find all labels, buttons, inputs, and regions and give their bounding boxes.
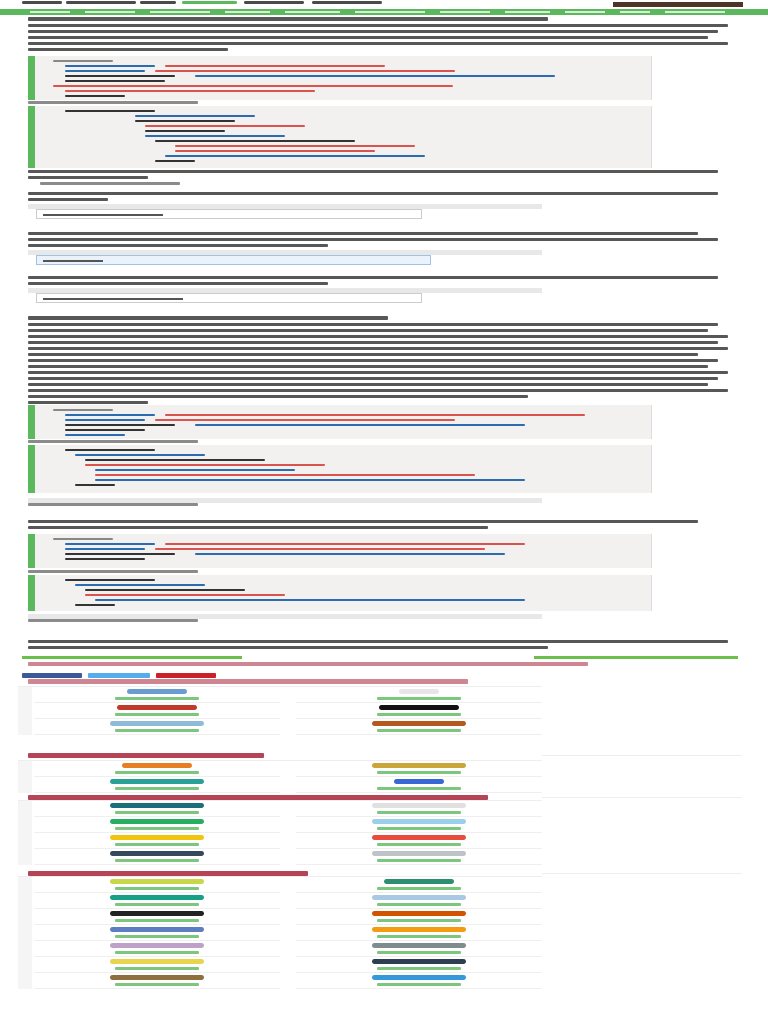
paragraph-line <box>28 316 388 320</box>
code-block <box>28 445 652 493</box>
paragraph-line <box>28 335 728 338</box>
related-card[interactable] <box>34 687 280 703</box>
paragraph-line <box>28 520 698 523</box>
related-card[interactable] <box>34 719 280 735</box>
related-card[interactable] <box>296 833 542 849</box>
article-title <box>28 17 548 21</box>
paragraph-line <box>28 176 148 179</box>
paragraph-line <box>28 377 718 380</box>
paragraph-line <box>28 347 728 350</box>
related-card[interactable] <box>296 941 542 957</box>
paragraph-line <box>28 170 718 173</box>
related-card[interactable] <box>34 925 280 941</box>
nav-item[interactable] <box>150 11 210 13</box>
related-card[interactable] <box>34 833 280 849</box>
related-card[interactable] <box>34 817 280 833</box>
paragraph-line <box>28 353 698 356</box>
code-block <box>28 575 652 611</box>
output-box <box>36 293 422 303</box>
related-card[interactable] <box>296 687 542 703</box>
paragraph-line <box>28 389 728 392</box>
related-card[interactable] <box>296 925 542 941</box>
paragraph-line <box>28 238 718 241</box>
nav-item[interactable] <box>355 11 425 13</box>
paragraph-line <box>28 440 198 443</box>
related-card[interactable] <box>34 801 280 817</box>
related-section-title <box>28 753 264 758</box>
code-block <box>28 106 652 168</box>
site-header <box>0 0 768 9</box>
related-card[interactable] <box>296 849 542 865</box>
pinterest-share-button[interactable] <box>156 673 216 678</box>
nav-item[interactable] <box>665 11 725 13</box>
sidebar-divider <box>534 656 738 659</box>
paragraph-line <box>28 30 718 33</box>
related-card[interactable] <box>296 801 542 817</box>
paragraph-line <box>28 36 708 39</box>
related-grid <box>18 876 542 1004</box>
paragraph-line <box>28 48 228 51</box>
related-grid <box>18 800 542 866</box>
related-card[interactable] <box>34 877 280 893</box>
paragraph-line <box>28 101 198 104</box>
paragraph-line <box>28 276 718 279</box>
paragraph-line <box>40 182 180 185</box>
paragraph-line <box>28 646 548 649</box>
paragraph-line <box>28 24 728 27</box>
site-logo[interactable] <box>22 0 382 6</box>
nav-item[interactable] <box>505 11 550 13</box>
paragraph-line <box>28 395 528 398</box>
page-divider <box>22 656 242 659</box>
twitter-share-button[interactable] <box>88 673 150 678</box>
main-navigation <box>0 9 768 15</box>
related-card[interactable] <box>34 893 280 909</box>
paragraph-line <box>28 503 198 506</box>
paragraph-line <box>28 42 728 45</box>
related-card[interactable] <box>296 893 542 909</box>
related-card[interactable] <box>34 941 280 957</box>
paragraph-line <box>28 232 698 235</box>
nav-item[interactable] <box>565 11 605 13</box>
paragraph-line <box>28 341 718 344</box>
related-card[interactable] <box>296 817 542 833</box>
paragraph-line <box>28 359 718 362</box>
code-block <box>28 534 652 568</box>
nav-item[interactable] <box>285 11 340 13</box>
paragraph-line <box>28 244 328 247</box>
paragraph-line <box>28 640 728 643</box>
nav-item[interactable] <box>30 11 70 13</box>
paragraph-line <box>28 192 718 195</box>
related-card[interactable] <box>296 703 542 719</box>
related-card[interactable] <box>34 761 280 777</box>
nav-item[interactable] <box>225 11 270 13</box>
related-section-title <box>28 679 468 684</box>
facebook-share-button[interactable] <box>22 673 82 678</box>
nav-item[interactable] <box>85 11 135 13</box>
related-card[interactable] <box>34 973 280 989</box>
related-card[interactable] <box>296 973 542 989</box>
paragraph-line <box>28 570 198 573</box>
paragraph-line <box>28 329 708 332</box>
code-block <box>28 405 652 439</box>
paragraph-line <box>28 401 148 404</box>
paragraph-line <box>28 526 488 529</box>
related-card[interactable] <box>296 777 542 793</box>
paragraph-line <box>28 198 108 201</box>
related-card[interactable] <box>296 719 542 735</box>
related-card[interactable] <box>34 777 280 793</box>
related-grid <box>18 686 542 748</box>
paragraph-line <box>28 619 198 622</box>
related-card[interactable] <box>34 957 280 973</box>
nav-item[interactable] <box>440 11 490 13</box>
paragraph-line <box>28 371 728 374</box>
related-card[interactable] <box>34 909 280 925</box>
related-card[interactable] <box>34 849 280 865</box>
related-grid <box>18 760 542 790</box>
related-card[interactable] <box>296 877 542 893</box>
related-card[interactable] <box>34 703 280 719</box>
paragraph-line <box>28 323 718 326</box>
paragraph-line <box>28 282 328 285</box>
related-heading <box>28 662 588 666</box>
output-box <box>36 209 422 219</box>
nav-item[interactable] <box>620 11 650 13</box>
header-search-box[interactable] <box>613 2 743 7</box>
related-card[interactable] <box>296 957 542 973</box>
related-card[interactable] <box>296 761 542 777</box>
paragraph-line <box>28 383 708 386</box>
output-box <box>36 255 431 265</box>
paragraph-line <box>28 365 708 368</box>
code-block <box>28 56 652 100</box>
related-card[interactable] <box>296 909 542 925</box>
